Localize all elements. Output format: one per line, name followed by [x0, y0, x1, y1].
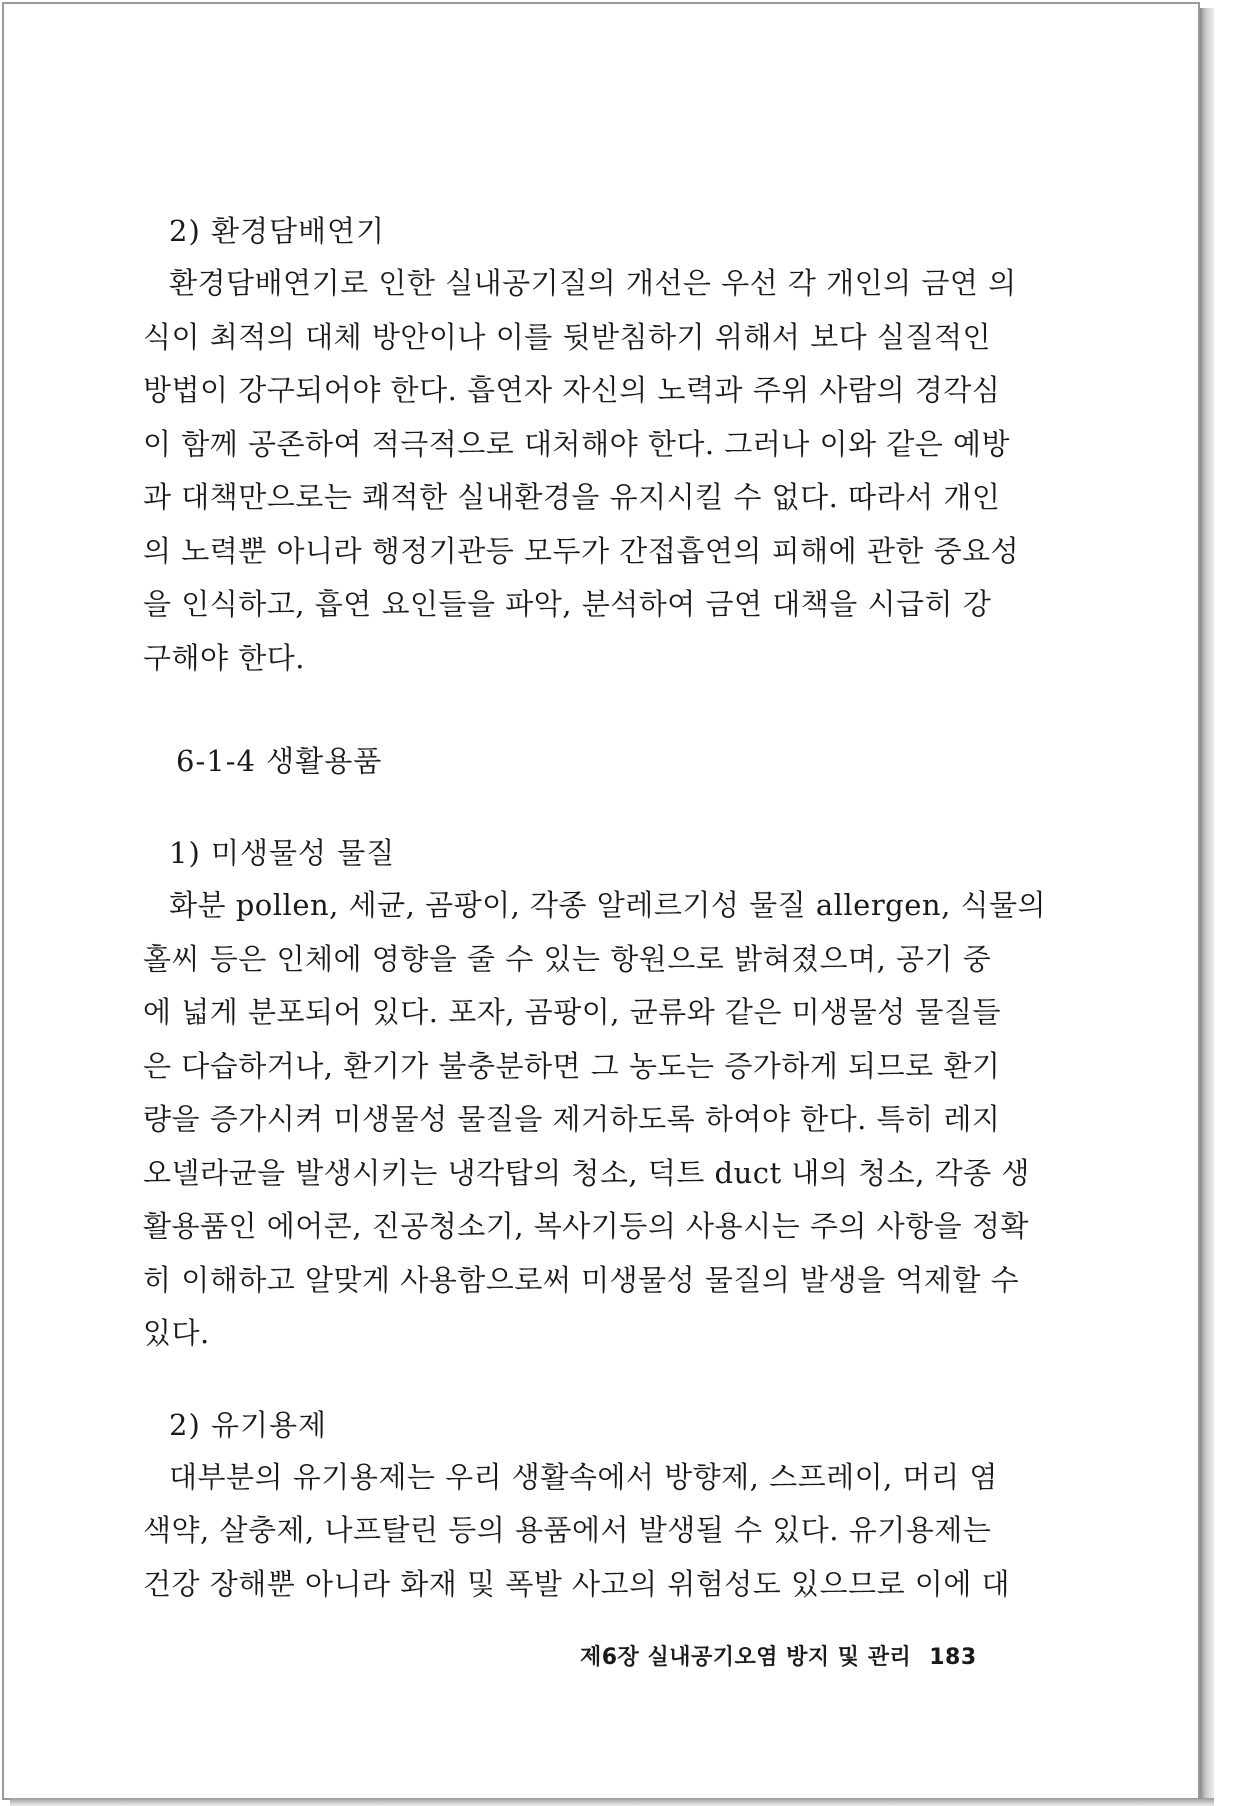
- subsection-heading-microbes: 1) 미생물성 물질: [169, 836, 396, 870]
- text-line: 은 다습하거나, 환기가 불충분하면 그 농도는 증가하게 되므로 환기: [143, 1048, 1001, 1083]
- text-line: 히 이해하고 알맞게 사용함으로써 미생물성 물질의 발생을 억제할 수: [143, 1262, 1020, 1297]
- text-line: 구해야 한다.: [143, 640, 306, 675]
- paragraph-solvents: [143, 1451, 1011, 1612]
- section-title: 6-1-4 생활용품: [176, 744, 383, 778]
- text-line: 화분 pollen, 세균, 곰팡이, 각종 알레르기성 물질 allergen, 식물의: [169, 888, 1047, 922]
- text-line: 에 넓게 분포되어 있다. 포자, 곰팡이, 균류와 같은 미생물성 물질들: [143, 995, 1001, 1029]
- subsection-heading-env-smoke: 2) 환경담배연기: [169, 214, 386, 248]
- text-line: 의 노력뿐 아니라 행정기관등 모두가 간접흡연의 피해에 관한 중요성: [143, 533, 1020, 568]
- text-line: 있다.: [143, 1316, 210, 1350]
- text-line: 오넬라균을 발생시키는 냉각탑의 청소, 덕트 duct 내의 청소, 각종 생: [143, 1155, 1030, 1190]
- text-line: 량을 증가시켜 미생물성 물질을 제거하도록 하여야 한다. 특히 레지: [143, 1102, 1001, 1136]
- paragraph-env-smoke: [143, 257, 1020, 685]
- text-line: 방법이 강구되어야 한다. 흡연자 자신의 노력과 주위 사람의 경각심: [143, 373, 1001, 407]
- page-bottom-shadow: [10, 1798, 1214, 1806]
- text-line: 환경담배연기로 인한 실내공기질의 개선은 우선 각 개인의 금연 의: [169, 266, 1017, 300]
- text-line: 색약, 살충제, 나프탈린 등의 용품에서 발생될 수 있다. 유기용제는: [143, 1513, 992, 1547]
- subsection-heading-solvents: 2) 유기용제: [169, 1407, 328, 1442]
- page-content: [143, 205, 1047, 1611]
- text-line: 식이 최적의 대체 방안이나 이를 뒷받침하기 위해서 보다 실질적인: [143, 319, 991, 354]
- text-line: 홀씨 등은 인체에 영향을 줄 수 있는 항원으로 밝혀졌으며, 공기 중: [143, 941, 992, 976]
- page-footer: [580, 1640, 980, 1671]
- text-line: 이 함께 공존하여 적극적으로 대처해야 한다. 그러나 이와 같은 예방: [143, 426, 1011, 461]
- text-line: 대부분의 유기용제는 우리 생활속에서 방향제, 스프레이, 머리 염: [169, 1459, 998, 1494]
- text-line: 활용품인 에어콘, 진공청소기, 복사기등의 사용시는 주의 사항을 정확: [143, 1209, 1029, 1243]
- page-edge-shadow: [1200, 8, 1214, 1804]
- page-number: 183: [929, 1645, 977, 1670]
- chapter-running-title: 제6장 실내공기오염 방지 및 관리: [580, 1645, 912, 1670]
- text-line: 건강 장해뿐 아니라 화재 및 폭발 사고의 위험성도 있으므로 이에 대: [143, 1566, 1011, 1601]
- text-line: 을 인식하고, 흡연 요인들을 파악, 분석하여 금연 대책을 시급히 강: [143, 587, 992, 621]
- paragraph-microbes: [143, 879, 1047, 1361]
- text-line: 과 대책만으로는 쾌적한 실내환경을 유지시킬 수 없다. 따라서 개인: [143, 480, 1001, 514]
